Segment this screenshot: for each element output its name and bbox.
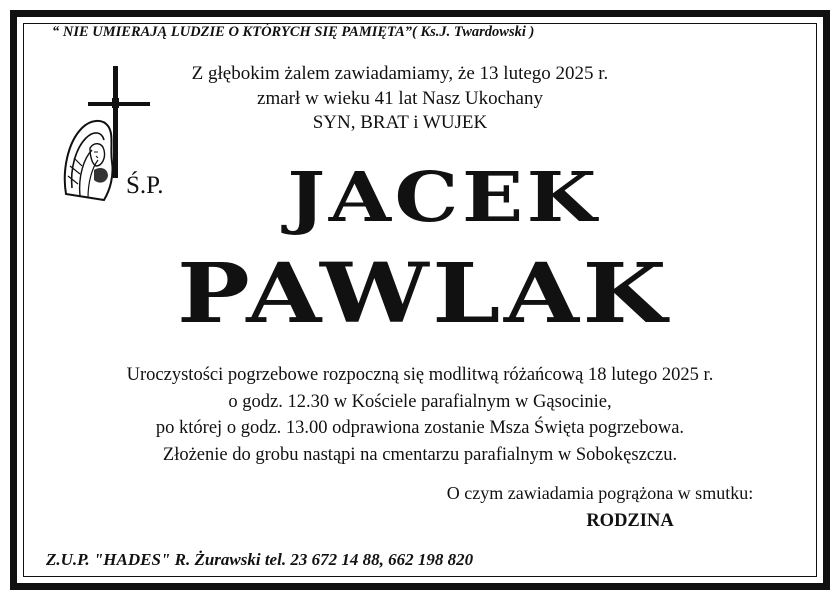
ceremony-line-2: o godz. 12.30 w Kościele parafialnym w Gąsocinie, bbox=[228, 391, 612, 412]
funeral-home-footer: Z.U.P. "HADES" R. Żurawski tel. 23 672 14 88, 662 198 820 bbox=[46, 550, 474, 569]
intro-line-2: zmarł w wieku 41 lat Nasz Ukochany bbox=[257, 87, 543, 109]
intro-line-3: SYN, BRAT i WUJEK bbox=[312, 112, 488, 133]
intro-line-1: Z głębokim żalem zawiadamiamy, że 13 lutego 2025 r. bbox=[191, 63, 609, 84]
funeral-details bbox=[40, 362, 800, 468]
deceased-first-name: JACEK bbox=[287, 158, 600, 238]
motto-quote: “ NIE UMIERAJĄ LUDZIE O KTÓRYCH SIĘ PAMIĘTA”( Ks.J. Twardowski ) bbox=[52, 24, 535, 40]
announcement-intro bbox=[190, 62, 610, 136]
ceremony-line-4: Złożenie do grobu nastąpi na cmentarzu parafialnym w Sobokęszczu. bbox=[162, 444, 678, 465]
deceased-last-name: PAWLAK bbox=[176, 246, 671, 342]
late-prefix: Ś.P. bbox=[126, 172, 164, 199]
family-signature: RODZINA bbox=[586, 511, 674, 531]
ceremony-line-3: po której o godz. 13.00 odprawiona zostanie Msza Święta pogrzebowa. bbox=[155, 418, 685, 438]
ceremony-line-1: Uroczystości pogrzebowe rozpoczną się modlitwą różańcową 18 lutego 2025 r. bbox=[126, 365, 714, 385]
mourning-line: O czym zawiadamia pogrążona w smutku: bbox=[446, 483, 754, 503]
